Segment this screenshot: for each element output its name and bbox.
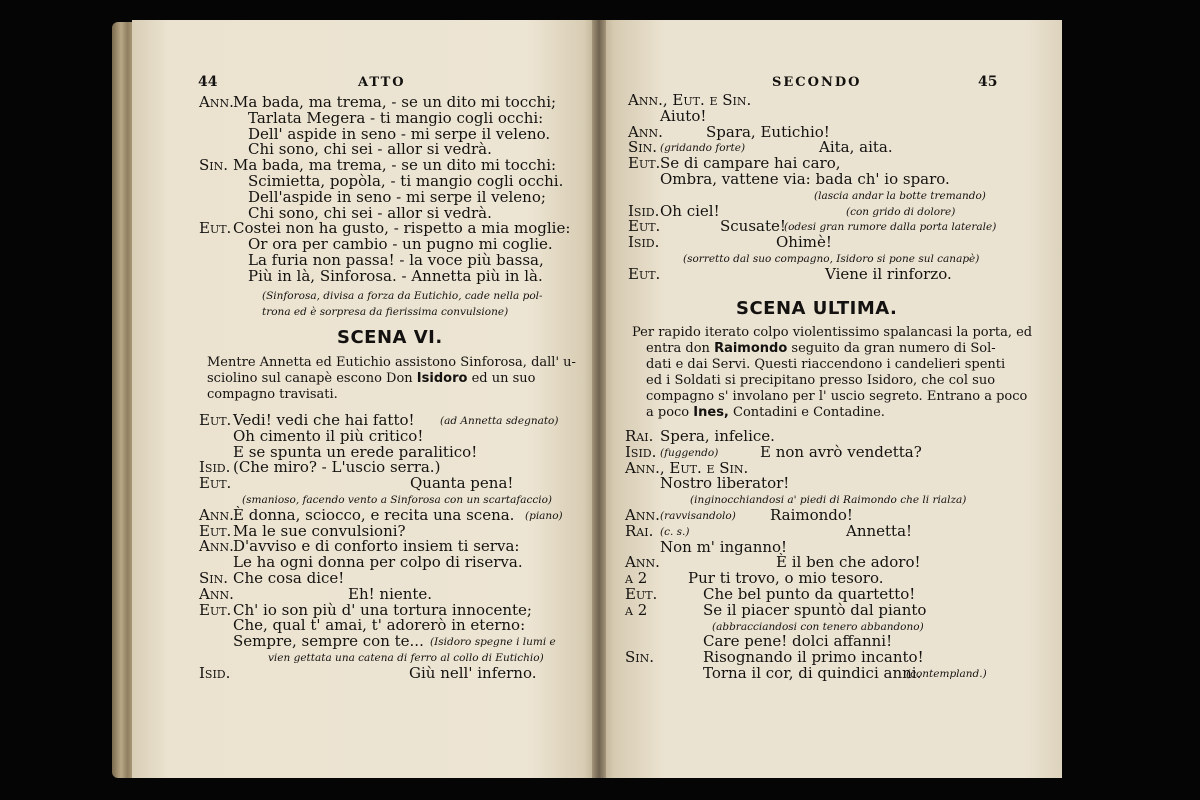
verse-line: Annetta! [846,521,913,540]
speaker-name: a 2 [625,569,648,588]
verse-line: Viene il rinforzo. [825,264,952,283]
verse-line: D'avviso e di conforto insiem ti serva: [233,537,520,556]
scene-description-line: dati e dai Servi. Questi riaccendono i candelieri spenti [646,357,1006,372]
verse-line: Ohimè! [776,233,832,252]
verse-line: E se spunta un erede paralitico! [233,442,478,461]
verse-line: Ch' io son più d' una tortura innocente; [233,600,532,619]
verse-line: Quanta pena! [410,474,514,493]
speaker-name: Eut. [199,600,232,619]
verse-line: Pur ti trovo, o mio tesoro. [688,569,884,588]
verse-line: Spara, Eutichio! [706,122,830,141]
speaker-name: Isid. [628,201,660,220]
verse-line: Ma bada, ma trema, - se un dito mi tocchi: [233,156,557,175]
verse-line: Se di campare hai caro, [660,154,841,173]
speaker-name: Eut. [199,411,232,429]
verse-line: Nostro liberator! [660,474,790,493]
verse-line: Oh cimento il più critico! [233,426,424,445]
verse-line: Chi sono, chi sei - allor si vedrà. [248,203,492,222]
stage-direction: (sorretto dal suo compagno, Isidoro si pone sul canapè) [683,253,980,265]
speaker-name: Ann. [625,506,660,524]
stage-direction: (Sinforosa, divisa a forza da Eutichio, cade nella pol- [262,290,543,302]
verse-line: Dell' aspide in seno - mi serpe il veleno. [248,124,551,143]
verse-line: Dell'aspide in seno - mi serpe il veleno; [248,187,546,206]
scene-description-line: Per rapido iterato colpo violentissimo spalancasi la porta, ed [632,325,1033,340]
verse-line: Non m' inganno! [660,537,788,556]
speaker-name: Eut. [625,585,658,603]
verse-line: Oh ciel! [660,201,720,220]
speaker-name: Ann. [199,537,234,556]
verse-line: È il ben che adoro! [776,553,921,572]
speaker-name: Ann. [628,122,663,141]
character-name: Raimondo [714,341,788,356]
running-head-left: ATTO [358,75,406,90]
verse-line: Raimondo! [770,506,853,524]
speaker-name: Ann. [199,505,234,524]
stage-direction: (abbracciandosi con tenero abbandono) [712,620,924,633]
stage-direction: (piano) [525,509,563,522]
stage-direction: (inginocchiandosi a' piedi di Raimondo che li rialza) [690,494,967,507]
verse-line: Spera, infelice. [660,427,775,445]
stage-direction: (fuggendo) [660,446,719,459]
stage-direction: (con grido di dolore) [846,205,956,218]
verse-line: Tarlata Megera - ti mangio cogli occhi: [248,108,544,127]
stage-direction: (gridando forte) [660,142,746,155]
speaker-name: Ann. [625,553,660,572]
character-name: Ines, [693,405,729,420]
speaker-name: Eut. [628,217,661,236]
speaker-name: Ann., Eut. e Sin. [628,91,752,109]
verse-line: Scimietta, popòla, - ti mangio cogli occhi. [248,172,564,190]
verse-line: Eh! niente. [348,584,433,603]
verse-line: Giù nell' inferno. [409,663,537,682]
speaker-name: Ann. [199,93,234,111]
speaker-name: Isid. [628,233,660,252]
speaker-name: Sin. [199,156,229,175]
verse-line: Costei non ha gusto, - rispetto a mia moglie: [233,219,571,238]
scene-title: SCENA ULTIMA. [736,298,898,319]
stage-direction: (contempland.) [906,668,987,680]
speaker-name: Ann., Eut. e Sin. [625,458,749,477]
scene-description-line [646,341,996,357]
stage-direction: vien gettata una catena di ferro al collo di Eutichio) [268,652,544,664]
page-number-right: 45 [978,74,998,90]
verse-line: Vedi! vedi che hai fatto! [233,411,415,429]
speaker-name: Rai. [625,427,654,445]
speaker-name: Eut. [199,219,232,238]
running-head-right: SECONDO [772,75,862,90]
scene-description-line [207,371,535,387]
book-gutter [592,20,606,778]
verse-line: Care pene! dolci affanni! [703,632,893,651]
verse-line: Torna il cor, di quindici anni. [703,664,922,682]
scene-description-text: seguito da gran numero di Sol- [791,341,996,356]
verse-line: Ombra, vattene via: bada ch' io sparo. [660,170,950,188]
verse-line: Ma bada, ma trema, - se un dito mi tocchi; [233,93,557,111]
verse-line: Scusate! [720,217,786,236]
speaker-name: Eut. [628,154,661,173]
scene-description-text: a poco [646,405,690,420]
speaker-name: Sin. [625,648,655,667]
scene-description-text: entra don [646,341,710,356]
verse-line: Che bel punto da quartetto! [703,585,916,603]
scene-description-line: compagno s' involano per l' uscio segreto. Entrano a poco [646,389,1028,404]
speaker-name: a 2 [625,600,648,619]
speaker-name: Isid. [625,442,657,461]
scene-description-text: ed un suo [471,371,536,386]
verse-line: Risognando il primo incanto! [703,648,924,667]
stage-direction: (ad Annetta sdegnato) [440,415,559,427]
verse-line: Ma le sue convulsioni? [233,521,406,540]
speaker-name: Eut. [199,521,232,540]
speaker-name: Sin. [199,569,229,587]
verse-line: Aiuto! [660,106,707,125]
verse-line: Se il piacer spuntò dal pianto [703,600,927,619]
speaker-name: Eut. [199,474,232,493]
verse-line: Or ora per cambio - un pugno mi coglie. [248,235,553,254]
verse-line: Più in là, Sinforosa. - Annetta più in là. [248,266,543,285]
verse-line: E non avrò vendetta? [760,442,922,461]
stage-direction: (lascia andar la botte tremando) [814,189,986,202]
verse-line: Che, qual t' amai, t' adorerò in eterno: [233,616,526,635]
scene-description-line [646,405,885,421]
stage-direction: (odesi gran rumore dalla porta laterale) [784,221,997,234]
scene-description-text: sciolino sul canapè escono Don [207,371,413,386]
stage-direction: (smanioso, facendo vento a Sinforosa con un scartafaccio) [242,494,553,506]
verse-line: Le ha ogni donna per colpo di riserva. [233,553,523,572]
verse-line: La furia non passa! - la voce più bassa, [248,251,544,269]
scene-description-line: compagno travisati. [207,387,338,402]
verse-line: (Che miro? - L'uscio serra.) [233,458,441,477]
character-name: Isidoro [416,371,468,386]
scene-description-line: Mentre Annetta ed Eutichio assistono Sinforosa, dall' u- [207,355,576,370]
speaker-name: Isid. [199,663,231,682]
page-number-left: 44 [198,74,218,90]
stage-direction: (c. s.) [660,525,690,538]
speaker-name: Eut. [628,264,661,283]
verse-line: Sempre, sempre con te... [233,632,424,651]
stage-direction: (ravvisandolo) [660,510,736,522]
speaker-name: Sin. [628,138,658,157]
verse-line: Chi sono, chi sei - allor si vedrà. [248,140,492,159]
scene-title: SCENA VI. [337,327,443,348]
speaker-name: Rai. [625,521,654,540]
scene-description-text: Contadini e Contadine. [733,405,885,420]
verse-line: Che cosa dice! [233,569,345,587]
verse-line: È donna, sciocco, e recita una scena. [233,505,515,524]
verse-line: Aita, aita. [819,138,893,157]
speaker-name: Isid. [199,458,231,477]
stage-direction: trona ed è sorpresa da fierissima convulsione) [262,306,509,318]
scene-description-line: ed i Soldati si precipitano presso Isidoro, che col suo [646,373,996,388]
stage-direction: (Isidoro spegne i lumi e [430,636,556,649]
speaker-name: Ann. [199,584,234,603]
